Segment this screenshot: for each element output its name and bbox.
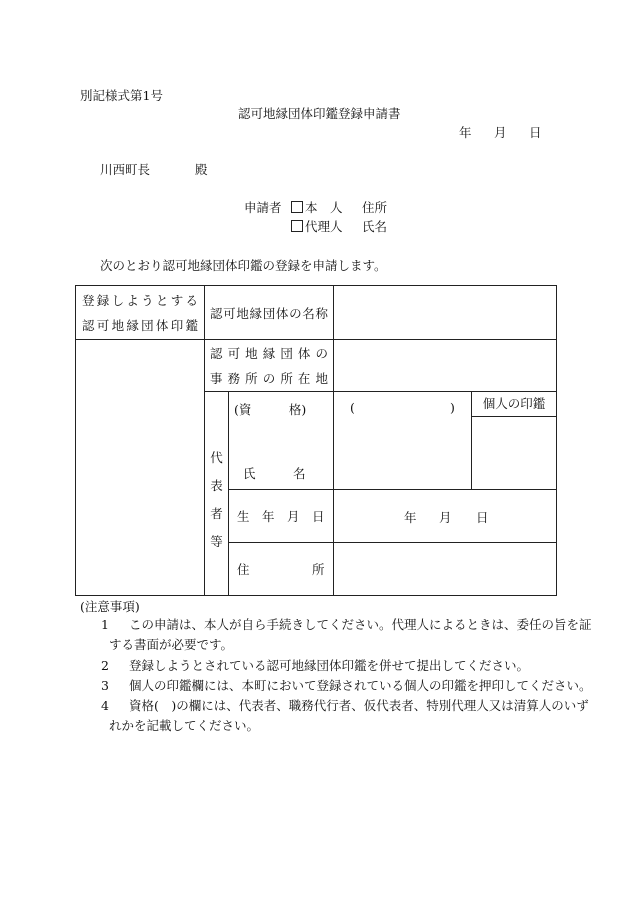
date-day: 日 — [529, 125, 542, 140]
note-item: 1 この申請は、本人が自ら手続きしてください。代理人によるときは、委任の旨を証 する書面が必要です。 — [101, 615, 561, 655]
applicant-self-option[interactable] — [291, 198, 343, 216]
note-text: この申請は、本人が自ら手続きしてください。代理人によるときは、委任の旨を証 — [129, 617, 592, 632]
personal-seal-label: 個人の印鑑 — [472, 392, 556, 417]
qualification-label: (資 格) — [234, 402, 307, 417]
date-month: 月 — [494, 125, 507, 140]
personal-seal-cell — [472, 392, 557, 490]
rep-char-3: 者 — [210, 505, 223, 521]
qualification-paren-close: ) — [450, 400, 455, 415]
qualification-name-label-cell — [229, 392, 334, 490]
intro-text: 次のとおり認可地縁団体印鑑の登録を申請します。 — [100, 258, 387, 273]
seal-impression-area[interactable] — [76, 340, 205, 596]
applicant-address-label: 住所 — [362, 200, 388, 215]
applicant-name-label: 氏名 — [362, 219, 388, 234]
addressee-name: 川西町長 — [100, 162, 151, 177]
rep-address-field[interactable] — [334, 543, 557, 596]
applicant-label: 申請者 — [244, 200, 282, 215]
registration-form-table — [75, 285, 557, 596]
name-label: 氏 名 — [243, 466, 306, 481]
notes-heading: (注意事項) — [80, 599, 140, 614]
note-text: 資格( )の欄には、代表者、職務代行者、仮代表者、特別代理人又は清算人のいず — [129, 698, 589, 713]
rep-address-label-cell — [229, 543, 334, 596]
representative-group-cell — [205, 392, 229, 596]
office-address-field[interactable] — [334, 340, 557, 392]
org-name-label-cell — [205, 286, 334, 340]
birth-label-cell — [229, 490, 334, 543]
seal-header-line2: 認可地縁団体印鑑 — [82, 317, 198, 333]
rep-address-label: 住 所 — [237, 562, 325, 577]
form-title: 認可地縁団体印鑑登録申請書 — [238, 106, 401, 121]
birth-year: 年 — [404, 510, 417, 525]
agent-checkbox[interactable] — [291, 220, 303, 232]
addressee-honorific: 殿 — [195, 162, 208, 177]
applicant-agent-option[interactable] — [291, 217, 343, 235]
self-checkbox[interactable] — [291, 201, 303, 213]
note-text-continued: する書面が必要です。 — [109, 637, 234, 652]
note-item: 4 資格( )の欄には、代表者、職務代行者、仮代表者、特別代理人又は清算人のいず れかを記載してください。 — [101, 696, 561, 736]
personal-seal-box[interactable] — [472, 417, 556, 489]
note-item: 2 登録しようとされている認可地縁団体印鑑を併せて提出してください。 — [101, 656, 561, 676]
date-year: 年 — [459, 125, 472, 140]
office-label-line2: 事務所の所在地 — [210, 370, 328, 386]
birth-label: 生 年 月 日 — [237, 509, 325, 524]
note-text: 個人の印鑑欄には、本町において登録されている個人の印鑑を押印してください。 — [129, 678, 592, 693]
org-name-field[interactable] — [334, 286, 557, 340]
qualification-name-field[interactable] — [334, 392, 472, 490]
org-name-label: 認可地縁団体の名称 — [210, 305, 328, 321]
note-item: 3 個人の印鑑欄には、本町において登録されている個人の印鑑を押印してください。 — [101, 676, 561, 696]
note-text-continued: れかを記載してください。 — [109, 718, 260, 733]
form-number: 別記様式第1号 — [80, 88, 163, 103]
birth-month: 月 — [439, 510, 452, 525]
rep-char-4: 等 — [210, 533, 223, 549]
seal-header-cell — [76, 286, 205, 340]
rep-char-2: 表 — [210, 477, 223, 493]
rep-char-1: 代 — [210, 449, 223, 465]
birth-date-field[interactable] — [334, 490, 557, 543]
agent-option-label: 代理人 — [305, 219, 343, 234]
seal-header-line1: 登録しようとする — [82, 292, 198, 308]
office-label-line1: 認可地縁団体の — [210, 345, 328, 361]
birth-day: 日 — [476, 510, 489, 525]
self-option-label: 本 人 — [305, 200, 343, 215]
qualification-paren-open: ( — [350, 400, 355, 415]
note-text: 登録しようとされている認可地縁団体印鑑を併せて提出してください。 — [129, 658, 530, 673]
office-label-cell — [205, 340, 334, 392]
